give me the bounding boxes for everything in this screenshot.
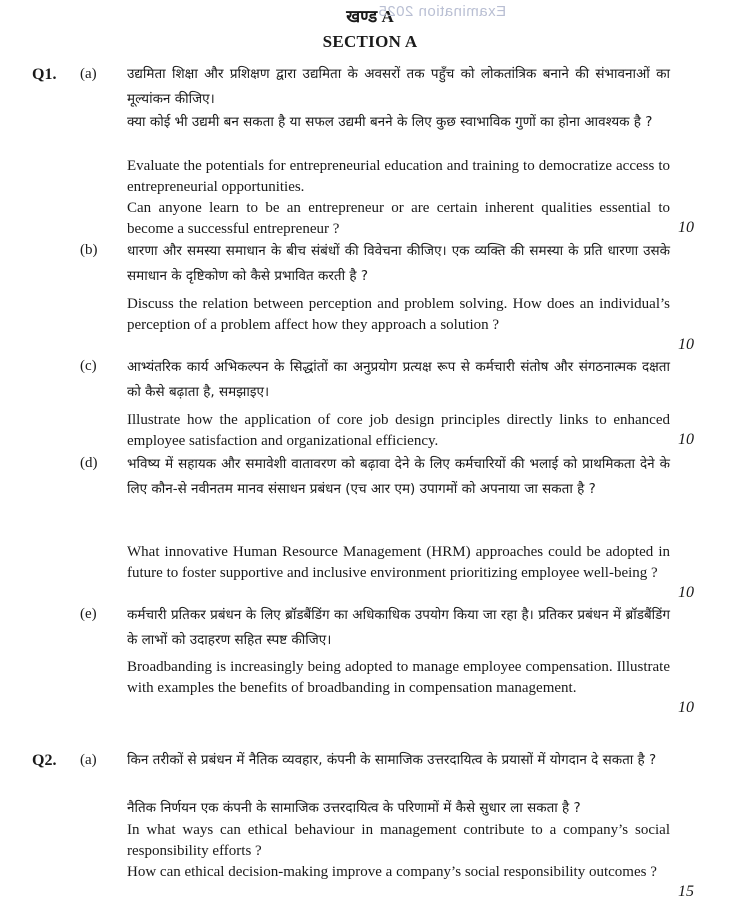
q1c-marks: 10 [678, 431, 694, 448]
q1b-marks: 10 [678, 336, 694, 353]
q2a-hindi-1: किन तरीकों से प्रबंधन में नैतिक व्यवहार, कंपनी के सामाजिक उत्तरदायित्व के प्रयासों में योगदान दे सकता है ? [127, 752, 657, 768]
q1a-hindi-2: क्या कोई भी उद्यमी बन सकता है या सफल उद्यमी बनने के लिए कुछ स्वाभाविक गुणों का होना आवश्यक है ? [127, 114, 653, 130]
q2a-marks: 15 [678, 883, 694, 900]
part-label-q1b: (b) [80, 242, 98, 258]
q2a-hindi-2: नैतिक निर्णयन एक कंपनी के सामाजिक उत्तरदायित्व के परिणामों में कैसे सुधार ला सकता है ? [127, 800, 581, 816]
part-label-q1c: (c) [80, 358, 97, 374]
q1e-english-1: Broadbanding is increasingly being adopted to manage employee compensation. Illustrate with examples the benefits of broadbanding in compensation management. [127, 659, 670, 696]
section-title-english: SECTION A [322, 32, 418, 51]
q1c-english-1: Illustrate how the application of core job design principles directly links to enhanced employee satisfaction and organizational efficiency. [127, 412, 670, 449]
q1a-hindi-1: उद्यमिता शिक्षा और प्रशिक्षण द्वारा उद्यमिता के अवसरों तक पहुँच को लोकतांत्रिक बनाने की संभावनाओं का मूल्यांकन कीजिए। [127, 66, 670, 107]
q1a-marks: 10 [678, 219, 694, 236]
examination-stamp-watermark: Examination 2025 [378, 3, 507, 20]
q1e-marks: 10 [678, 699, 694, 716]
q2a-english-1: In what ways can ethical behaviour in management contribute to a company’s social responsibility efforts ? [127, 822, 670, 859]
question-number-q2: Q2. [32, 752, 57, 769]
question-number-q1: Q1. [32, 66, 57, 83]
q1e-hindi-1: कर्मचारी प्रतिकर प्रबंधन के लिए ब्रॉडबैंडिंग का अधिकाधिक उपयोग किया जा रहा है। प्रतिकर प्रबंधन में ब्रॉडबैंडिंग के लाभों को उदाहरण सहित स्पष्ट कीजिए। [127, 607, 670, 648]
q2a-english-2: How can ethical decision-making improve a company’s social responsibility outcomes ? [127, 864, 657, 880]
section-title-hindi: खण्ड A [346, 7, 394, 26]
q1a-english-2: Can anyone learn to be an entrepreneur or are certain inherent qualities essential to become a successful entrepreneur ? [127, 200, 670, 237]
q1d-hindi-1: भविष्य में सहायक और समावेशी वातावरण को बढ़ावा देने के लिए कर्मचारियों की भलाई को प्राथमिकता देने के लिए कौन-से नवीनतम मानव संसाधन प्रबंधन (एच आर एम) उपागमों को अपनाया जा सकता है ? [127, 456, 670, 497]
q1d-english-1: What innovative Human Resource Management (HRM) approaches could be adopted in future to foster supportive and inclusive environment prioritizing employee well-being ? [127, 544, 670, 581]
q1d-marks: 10 [678, 584, 694, 601]
part-label-q1a: (a) [80, 66, 97, 82]
part-label-q1d: (d) [80, 455, 98, 471]
q1b-hindi-1: धारणा और समस्या समाधान के बीच संबंधों की विवेचना कीजिए। एक व्यक्ति की समस्या के प्रति धारणा उसके समाधान के दृष्टिकोण को कैसे प्रभावित करती है ? [127, 243, 670, 284]
part-label-q1e: (e) [80, 606, 97, 622]
part-label-q2a: (a) [80, 752, 97, 768]
q1a-english-1: Evaluate the potentials for entrepreneurial education and training to democratize access to entrepreneurial opportunities. [127, 158, 670, 195]
q1c-hindi-1: आभ्यंतरिक कार्य अभिकल्पन के सिद्धांतों का अनुप्रयोग प्रत्यक्ष रूप से कर्मचारी संतोष और संगठनात्मक दक्षता को कैसे बढ़ाता है, समझाइए। [127, 359, 670, 400]
q1b-english-1: Discuss the relation between perception and problem solving. How does an individual’s perception of a problem affect how they approach a solution ? [127, 296, 670, 333]
